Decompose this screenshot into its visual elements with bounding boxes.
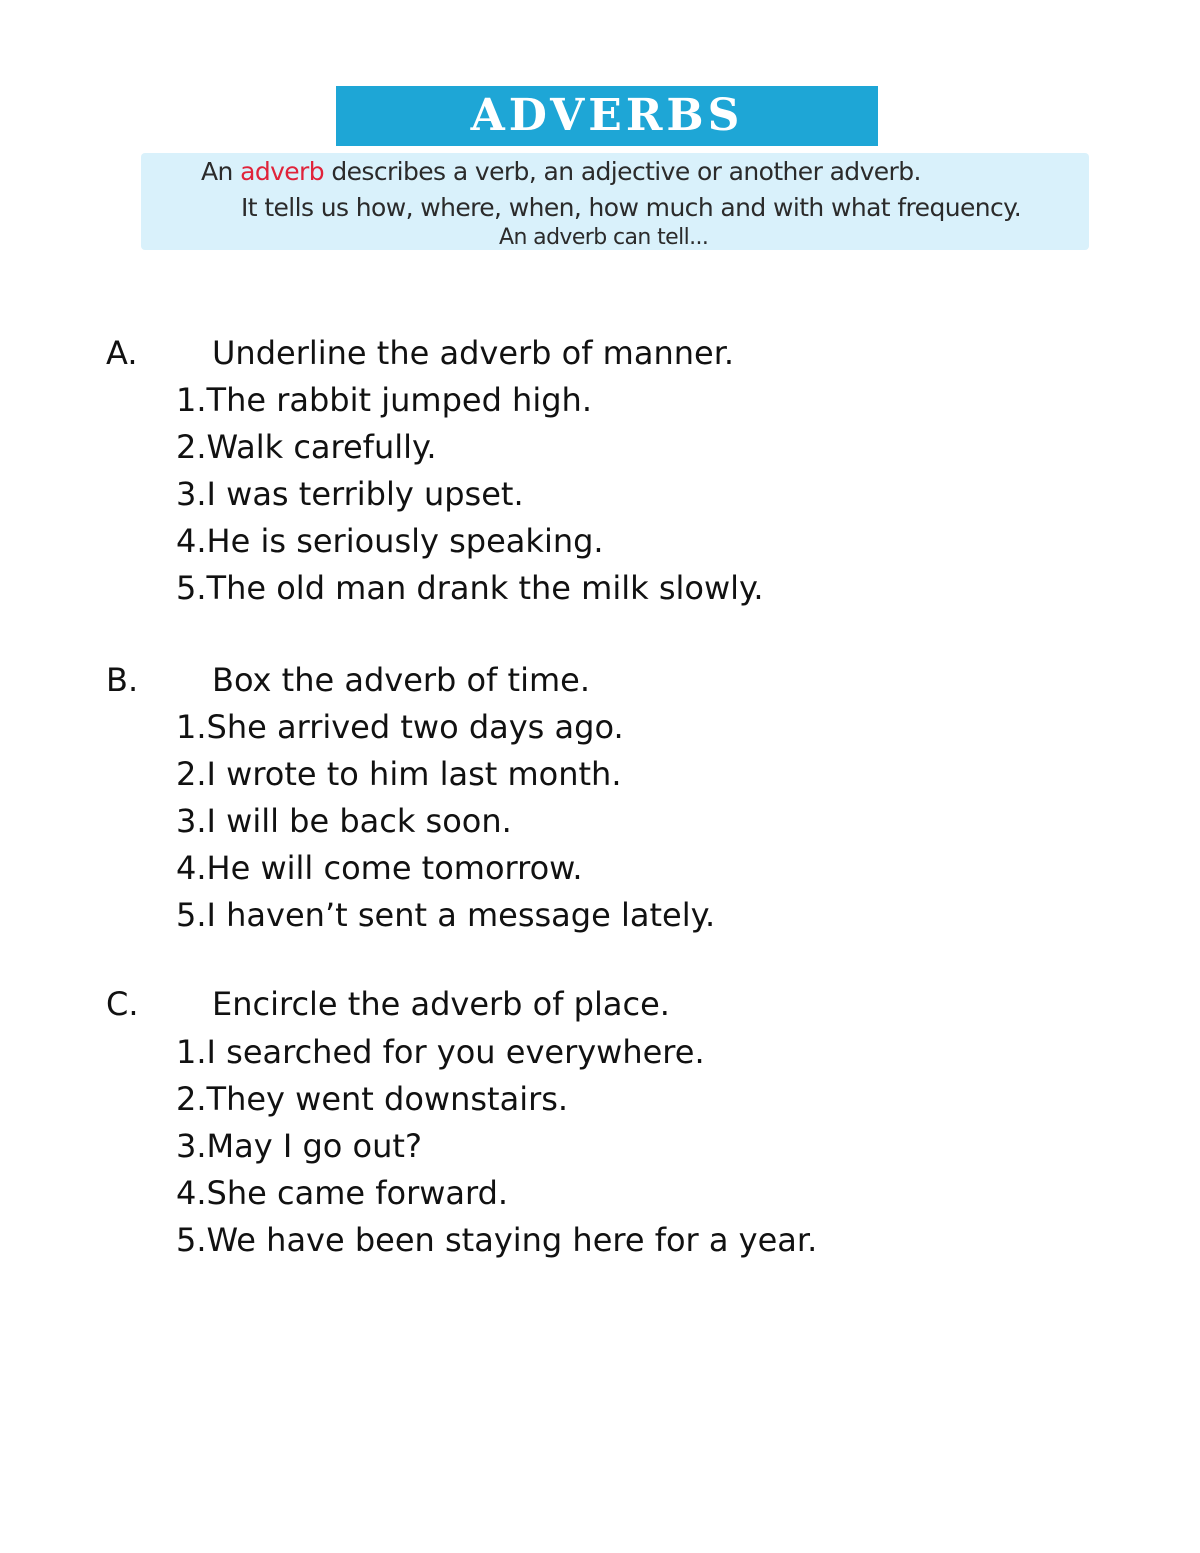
definition-line-1 [201, 159, 921, 184]
section-c-letter: C. [106, 985, 139, 1023]
section-c-item-3: 3.May I go out? [176, 1127, 422, 1165]
section-b-item-1: 1.She arrived two days ago. [176, 708, 624, 746]
section-a-item-4: 4.He is seriously speaking. [176, 522, 604, 560]
section-a-letter: A. [106, 334, 138, 372]
section-b-letter: B. [106, 661, 139, 699]
section-c-instruction: Encircle the adverb of place. [212, 985, 670, 1023]
section-b-item-4: 4.He will come tomorrow. [176, 849, 583, 887]
section-a-instruction: Underline the adverb of manner. [212, 334, 735, 372]
section-c-item-4: 4.She came forward. [176, 1174, 509, 1212]
section-c-item-5: 5.We have been staying here for a year. [176, 1221, 818, 1259]
definition-highlight-word: adverb [240, 157, 325, 186]
section-a-item-1: 1.The rabbit jumped high. [176, 381, 592, 419]
section-c-item-2: 2.They went downstairs. [176, 1080, 569, 1118]
definition-line-2: It tells us how, where, when, how much and with what frequency. [241, 193, 1022, 222]
section-a-item-3: 3.I was terribly upset. [176, 475, 524, 513]
section-a-item-2: 2.Walk carefully. [176, 428, 437, 466]
definition-line-3: An adverb can tell... [499, 225, 709, 250]
section-b-item-3: 3.I will be back soon. [176, 802, 512, 840]
definition-suffix: describes a verb, an adjective or another adverb. [324, 157, 921, 186]
page-title: ADVERBS [470, 90, 744, 141]
section-a-item-5: 5.The old man drank the milk slowly. [176, 569, 764, 607]
section-b-instruction: Box the adverb of time. [212, 661, 591, 699]
definition-box [141, 153, 1089, 250]
definition-prefix: An [201, 157, 241, 186]
section-b-item-5: 5.I haven’t sent a message lately. [176, 896, 716, 934]
title-banner [336, 86, 878, 146]
section-c-item-1: 1.I searched for you everywhere. [176, 1033, 705, 1071]
section-b-item-2: 2.I wrote to him last month. [176, 755, 622, 793]
